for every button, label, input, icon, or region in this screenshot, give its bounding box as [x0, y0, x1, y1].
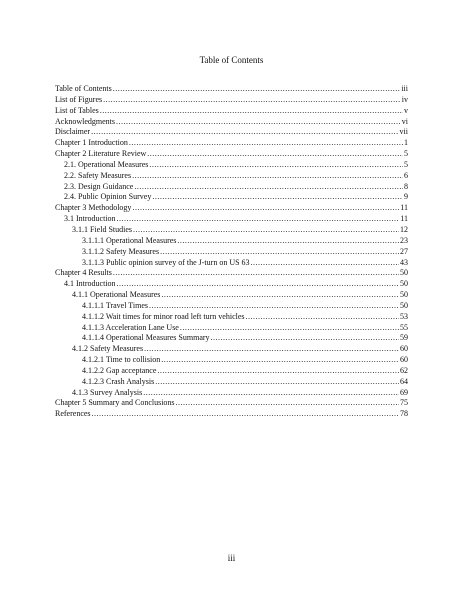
- toc-entry: [55, 409, 408, 420]
- page-title: Table of Contents: [199, 55, 264, 65]
- toc-entry-label: 2.3. Design Guidance: [64, 181, 134, 191]
- toc-entry-page-number: 60: [400, 355, 408, 365]
- toc-entry: [55, 247, 408, 258]
- toc-entry: [55, 344, 408, 355]
- toc-entry: [55, 290, 408, 301]
- toc-dot-leader: [116, 117, 401, 128]
- toc-entry-page-number: 55: [400, 322, 408, 332]
- toc-entry: [55, 182, 408, 193]
- toc-entry-page-number: 43: [400, 257, 408, 267]
- toc-dot-leader: [161, 290, 399, 301]
- toc-entry-page-number: 11: [400, 214, 408, 224]
- toc-entry-label: Chapter 4 Results: [55, 268, 112, 278]
- toc-entry-page-number: vi: [401, 116, 408, 126]
- toc-entry-page-number: 59: [400, 333, 408, 343]
- toc-entry-page-number: 50: [400, 300, 408, 310]
- toc-entry-label: 4.1.1.2 Wait times for minor road left turn vehicles: [82, 311, 245, 321]
- toc-entry-page-number: 50: [400, 290, 408, 300]
- toc-entry-page-number: iv: [401, 94, 408, 104]
- toc-entry-page-number: 50: [400, 279, 408, 289]
- toc-entry: [55, 301, 408, 312]
- toc-entry: [55, 106, 408, 117]
- toc-entry: [55, 214, 408, 225]
- toc-dot-leader: [160, 247, 399, 258]
- toc-dot-leader: [152, 192, 403, 203]
- toc-entry: [55, 258, 408, 269]
- toc-dot-leader: [157, 366, 399, 377]
- toc-dot-leader: [246, 312, 399, 323]
- toc-entry-label: List of Tables: [55, 105, 99, 115]
- toc-dot-leader: [92, 409, 399, 420]
- toc-dot-leader: [176, 398, 399, 409]
- toc-entry-label: Chapter 1 Introduction: [55, 138, 128, 148]
- toc-entry: [55, 312, 408, 323]
- toc-entry-page-number: 6: [404, 170, 408, 180]
- toc-dot-leader: [91, 127, 398, 138]
- toc-entry: [55, 388, 408, 399]
- toc-entry: [55, 366, 408, 377]
- toc-entry-label: 4.1.1.4 Operational Measures Summary: [82, 333, 210, 343]
- toc-entry-label: 3.1.1 Field Studies: [72, 224, 133, 234]
- toc-dot-leader: [177, 236, 399, 247]
- toc-dot-leader: [144, 344, 399, 355]
- toc-entry: [55, 171, 408, 182]
- page-number: iii: [227, 553, 236, 563]
- toc-dot-leader: [117, 279, 399, 290]
- toc-entry: [55, 236, 408, 247]
- toc-dot-leader: [251, 258, 399, 269]
- toc-entry-page-number: 53: [400, 311, 408, 321]
- toc-entry-page-number: 69: [400, 387, 408, 397]
- toc-dot-leader: [180, 323, 399, 334]
- toc-dot-leader: [147, 149, 403, 160]
- toc-list: [55, 84, 408, 420]
- toc-dot-leader: [143, 388, 399, 399]
- toc-dot-leader: [132, 171, 403, 182]
- toc-entry-page-number: 75: [400, 398, 408, 408]
- toc-entry-page-number: 27: [400, 246, 408, 256]
- toc-entry-label: 2.4. Public Opinion Survey: [64, 192, 152, 202]
- toc-entry-label: List of Figures: [55, 94, 103, 104]
- toc-entry-label: 3.1.1.1 Operational Measures: [82, 235, 177, 245]
- toc-entry: [55, 127, 408, 138]
- toc-entry-page-number: 50: [400, 268, 408, 278]
- toc-entry-label: 3.1.1.2 Safety Measures: [82, 246, 160, 256]
- toc-entry-label: 4.1.2 Safety Measures: [72, 344, 144, 354]
- toc-dot-leader: [211, 333, 399, 344]
- toc-entry: [55, 377, 408, 388]
- toc-entry-label: Chapter 5 Summary and Conclusions: [55, 398, 175, 408]
- toc-entry-label: 3.1.1.3 Public opinion survey of the J-turn on US 63: [82, 257, 250, 267]
- toc-entry: [55, 323, 408, 334]
- toc-entry-label: 4.1.2.3 Crash Analysis: [82, 376, 155, 386]
- toc-entry: [55, 203, 408, 214]
- toc-dot-leader: [149, 160, 403, 171]
- toc-entry-page-number: 8: [404, 181, 408, 191]
- toc-dot-leader: [133, 225, 399, 236]
- toc-dot-leader: [155, 377, 399, 388]
- toc-entry-page-number: 1: [404, 138, 408, 148]
- toc-entry-label: 4.1.3 Survey Analysis: [72, 387, 143, 397]
- toc-dot-leader: [113, 84, 401, 95]
- toc-entry-label: Table of Contents: [55, 84, 112, 93]
- toc-entry-page-number: 23: [400, 235, 408, 245]
- toc-dot-leader: [103, 95, 401, 106]
- toc-entry: [55, 398, 408, 409]
- toc-entry-page-number: v: [404, 105, 408, 115]
- toc-entry: [55, 333, 408, 344]
- toc-entry-label: 4.1.1 Operational Measures: [72, 290, 161, 300]
- toc-entry-page-number: 60: [400, 344, 408, 354]
- toc-entry-label: 2.2. Safety Measures: [64, 170, 132, 180]
- toc-entry-label: Acknowledgments: [55, 116, 115, 126]
- toc-entry-label: References: [55, 409, 91, 419]
- toc-entry: [55, 192, 408, 203]
- toc-entry-label: 4.1 Introduction: [64, 279, 116, 289]
- toc-dot-leader: [161, 355, 399, 366]
- toc-dot-leader: [132, 203, 399, 214]
- toc-entry-label: Chapter 2 Literature Review: [55, 149, 147, 159]
- toc-entry: [55, 95, 408, 106]
- toc-entry: [55, 279, 408, 290]
- toc-entry-page-number: 64: [400, 376, 408, 386]
- toc-dot-leader: [117, 214, 400, 225]
- toc-entry-page-number: 62: [400, 365, 408, 375]
- toc-entry: [55, 149, 408, 160]
- toc-entry-page-number: vii: [399, 127, 408, 137]
- toc-entry: [55, 225, 408, 236]
- toc-entry-page-number: 9: [404, 192, 408, 202]
- toc-entry-page-number: iii: [401, 84, 408, 93]
- toc-dot-leader: [113, 268, 399, 279]
- toc-entry-page-number: 5: [404, 149, 408, 159]
- toc-dot-leader: [149, 301, 399, 312]
- toc-entry-label: 4.1.1.3 Acceleration Lane Use: [82, 322, 179, 332]
- toc-entry: [55, 84, 408, 95]
- toc-entry-label: Disclaimer: [55, 127, 91, 137]
- toc-entry-label: 4.1.1.1 Travel Times: [82, 300, 149, 310]
- toc-dot-leader: [129, 138, 403, 149]
- toc-entry: [55, 355, 408, 366]
- toc-entry-label: 4.1.2.2 Gap acceptance: [82, 365, 157, 375]
- toc-entry-page-number: 12: [400, 224, 408, 234]
- toc-entry-label: 4.1.2.1 Time to collision: [82, 355, 161, 365]
- toc-entry-page-number: 78: [400, 409, 408, 419]
- toc-entry-label: 2.1. Operational Measures: [64, 159, 149, 169]
- toc-entry: [55, 117, 408, 128]
- toc-entry-label: Chapter 3 Methodology: [55, 203, 132, 213]
- toc-entry-label: 3.1 Introduction: [64, 214, 116, 224]
- toc-dot-leader: [134, 182, 403, 193]
- toc-dot-leader: [100, 106, 403, 117]
- toc-entry: [55, 138, 408, 149]
- toc-entry: [55, 268, 408, 279]
- toc-entry-page-number: 11: [400, 203, 408, 213]
- toc-entry-page-number: 5: [404, 159, 408, 169]
- toc-entry: [55, 160, 408, 171]
